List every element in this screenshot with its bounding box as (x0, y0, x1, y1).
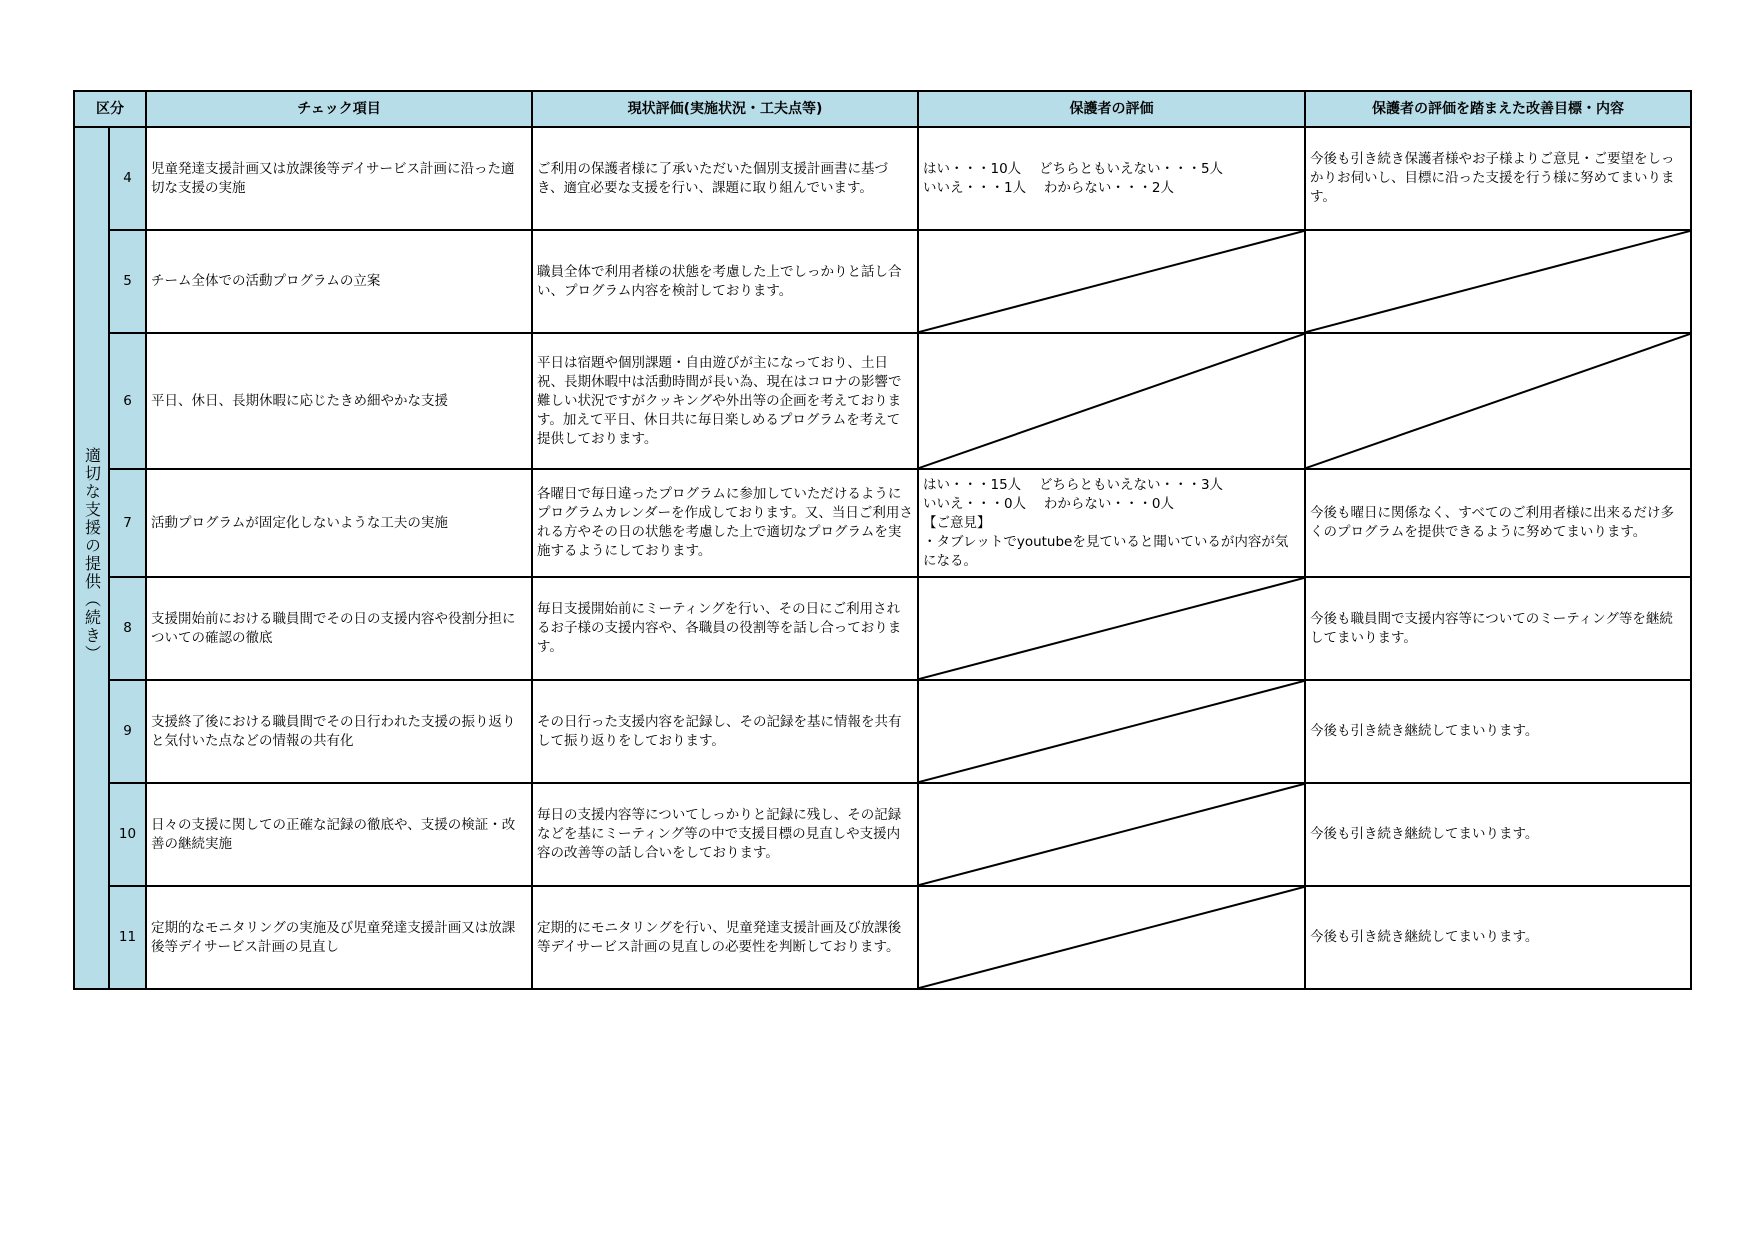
guardian-eval-na (918, 577, 1305, 680)
guardian-eval-na (918, 783, 1305, 886)
table-row (74, 680, 1691, 783)
header-current-eval: 現状評価(実施状況・工夫点等) (532, 91, 918, 127)
current-eval: その日行った支援内容を記録し、その記録を基に情報を共有して振り返りをしております。 (532, 680, 918, 783)
table-row (74, 333, 1691, 469)
row-number: 4 (109, 127, 146, 230)
guardian-eval-na (918, 680, 1305, 783)
current-eval: 毎日の支援内容等についてしっかりと記録に残し、その記録などを基にミーティング等の中で支援目標の見直しや支援内容の改善等の話し合いをしております。 (532, 783, 918, 886)
header-category: 区分 (74, 91, 146, 127)
header-check-item: チェック項目 (146, 91, 532, 127)
row-number: 10 (109, 783, 146, 886)
guardian-eval-na (918, 886, 1305, 989)
improvement: 今後も引き続き継続してまいります。 (1305, 680, 1691, 783)
check-item: 活動プログラムが固定化しないような工夫の実施 (146, 469, 532, 577)
check-item: 支援終了後における職員間でその日行われた支援の振り返りと気付いた点などの情報の共有化 (146, 680, 532, 783)
guardian-eval-na (918, 230, 1305, 333)
check-item: 児童発達支援計画又は放課後等デイサービス計画に沿った適切な支援の実施 (146, 127, 532, 230)
guardian-eval: はい・・・10人 どちらともいえない・・・5人 いいえ・・・1人 わからない・・・2人 (918, 127, 1305, 230)
improvement: 今後も引き続き継続してまいります。 (1305, 783, 1691, 886)
current-eval: 各曜日で毎日違ったプログラムに参加していただけるようにプログラムカレンダーを作成しております。又、当日ご利用される方やその日の状態を考慮した上で適切なプログラムを実施するようにしております。 (532, 469, 918, 577)
check-item: 支援開始前における職員間でその日の支援内容や役割分担についての確認の徹底 (146, 577, 532, 680)
header-row (74, 91, 1691, 127)
table-row (74, 230, 1691, 333)
header-improvement: 保護者の評価を踏まえた改善目標・内容 (1305, 91, 1691, 127)
row-number: 9 (109, 680, 146, 783)
evaluation-table (73, 90, 1692, 990)
table-row (74, 577, 1691, 680)
improvement: 今後も職員間で支援内容等についてのミーティング等を継続してまいります。 (1305, 577, 1691, 680)
row-number: 5 (109, 230, 146, 333)
row-number: 8 (109, 577, 146, 680)
current-eval: 定期的にモニタリングを行い、児童発達支援計画及び放課後等デイサービス計画の見直しの必要性を判断しております。 (532, 886, 918, 989)
row-number: 6 (109, 333, 146, 469)
table-row (74, 127, 1691, 230)
header-guardian-eval: 保護者の評価 (918, 91, 1305, 127)
table-row (74, 886, 1691, 989)
table-row (74, 469, 1691, 577)
check-item: 平日、休日、長期休暇に応じたきめ細やかな支援 (146, 333, 532, 469)
section-cell (74, 127, 109, 989)
current-eval: 毎日支援開始前にミーティングを行い、その日にご利用されるお子様の支援内容や、各職員の役割等を話し合っております。 (532, 577, 918, 680)
evaluation-sheet (73, 90, 1690, 990)
guardian-eval: はい・・・15人 どちらともいえない・・・3人 いいえ・・・0人 わからない・・・0人 【ご意見】 ・タブレットでyoutubeを見ていると聞いているが内容が気になる。 (918, 469, 1305, 577)
current-eval: 平日は宿題や個別課題・自由遊びが主になっており、土日祝、長期休暇中は活動時間が長い為、現在はコロナの影響で難しい状況ですがクッキングや外出等の企画を考えております。加えて平日、休日共に毎日楽しめるプログラムを考えて提供しております。 (532, 333, 918, 469)
improvement: 今後も引き続き継続してまいります。 (1305, 886, 1691, 989)
check-item: 日々の支援に関しての正確な記録の徹底や、支援の検証・改善の継続実施 (146, 783, 532, 886)
improvement-na (1305, 230, 1691, 333)
current-eval: 職員全体で利用者様の状態を考慮した上でしっかりと話し合い、プログラム内容を検討しております。 (532, 230, 918, 333)
improvement-na (1305, 333, 1691, 469)
improvement: 今後も曜日に関係なく、すべてのご利用者様に出来るだけ多くのプログラムを提供できるように努めてまいります。 (1305, 469, 1691, 577)
check-item: 定期的なモニタリングの実施及び児童発達支援計画又は放課後等デイサービス計画の見直し (146, 886, 532, 989)
row-number: 11 (109, 886, 146, 989)
row-number: 7 (109, 469, 146, 577)
table-row (74, 783, 1691, 886)
current-eval: ご利用の保護者様に了承いただいた個別支援計画書に基づき、適宜必要な支援を行い、課題に取り組んでいます。 (532, 127, 918, 230)
improvement: 今後も引き続き保護者様やお子様よりご意見・ご要望をしっかりお伺いし、目標に沿った支援を行う様に努めてまいります。 (1305, 127, 1691, 230)
guardian-eval-na (918, 333, 1305, 469)
section-label: 適切な支援の提供（続き） (82, 447, 102, 663)
check-item: チーム全体での活動プログラムの立案 (146, 230, 532, 333)
